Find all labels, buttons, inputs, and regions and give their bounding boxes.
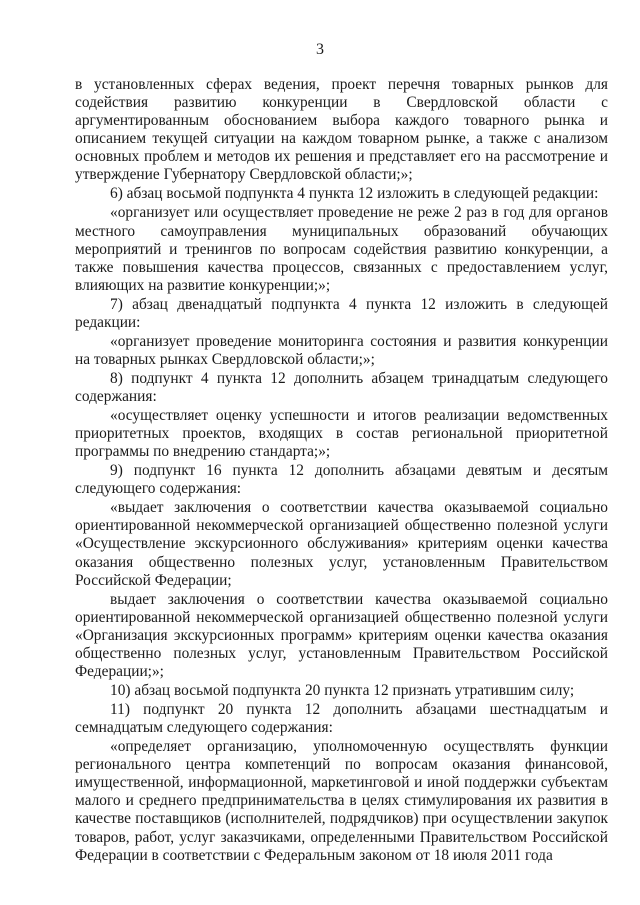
paragraph-item-9-text-a: «выдает заключения о соответствии качества оказываемой социально ориентированной некоммерческой организацией общественно полезной услуги «Осуществление экскурсионного обслуживания» критериям оценки качества оказания общественно полезных услуг, установленным Правительством Российской Федерации; (75, 499, 608, 589)
document-body (75, 76, 608, 865)
page-number: 3 (316, 41, 324, 58)
paragraph-item-11-text: «определяет организацию, уполномоченную осуществлять функции регионального центра компетенций по вопросам оказания финансовой, имущественной, информационной, маркетинговой и иной поддержки субъектам малого и среднего предпринимательства в целях стимулирования их развития в качестве поставщиков (исполнителей, подрядчиков) при осуществлении закупок товаров, работ, услуг заказчиками, определенными Правительством Российской Федерации в соответствии с Федеральным законом от 18 июля 2011 года (75, 738, 608, 864)
paragraph-item-7-text: «организует проведение мониторинга состояния и развития конкуренции на товарных рынках Свердловской области;»; (75, 332, 608, 368)
paragraph-item-10: 10) абзац восьмой подпункта 20 пункта 12 признать утратившим силу; (110, 682, 575, 699)
paragraph-item-9: 9) подпункт 16 пункта 12 дополнить абзацами девятым и десятым следующего содержания: (75, 462, 608, 498)
paragraph-item-6-text: «организует или осуществляет проведение не реже 2 раз в год для органов местного самоуправления муниципальных образований обучающих мероприятий и тренингов по вопросам содействия развитию конкуренции, а также повышения качества процессов, связанных с предоставлением услуг, влияющих на развитие конкуренции;»; (75, 204, 608, 294)
paragraph-item-7: 7) абзац двенадцатый подпункта 4 пункта 12 изложить в следующей редакции: (75, 295, 608, 331)
paragraph-item-6: 6) абзац восьмой подпункта 4 пункта 12 изложить в следующей редакции: (110, 185, 599, 203)
paragraph-item-11: 11) подпункт 20 пункта 12 дополнить абзацами шестнадцатым и семнадцатым следующего содержания: (75, 700, 608, 737)
paragraph-item-9-text-b: выдает заключения о соответствии качества оказываемой социально ориентированной некоммерческой организацией общественно полезной услуги «Организация экскурсионных программ» критериям оценки качества оказания общественно полезных услуг, установленным Правительством Российской Федерации;»; (75, 590, 608, 681)
paragraph-item-8: 8) подпункт 4 пункта 12 дополнить абзацем тринадцатым следующего содержания: (75, 369, 608, 406)
paragraph-continuation: в установленных сферах ведения, проект перечня товарных рынков для содействия развитию конкуренции в Свердловской области с аргументированным обоснованием выбора каждого товарного рынка и описанием текущей ситуации на каждом товарном рынке, а также с анализом основных проблем и методов их решения и представляет его на рассмотрение и утверждение Губернатору Свердловской области;»; (75, 76, 608, 184)
paragraph-item-8-text: «осуществляет оценку успешности и итогов реализации ведомственных приоритетных проектов, входящих в состав региональной приоритетной программы по внедрению стандарта;»; (75, 407, 608, 461)
